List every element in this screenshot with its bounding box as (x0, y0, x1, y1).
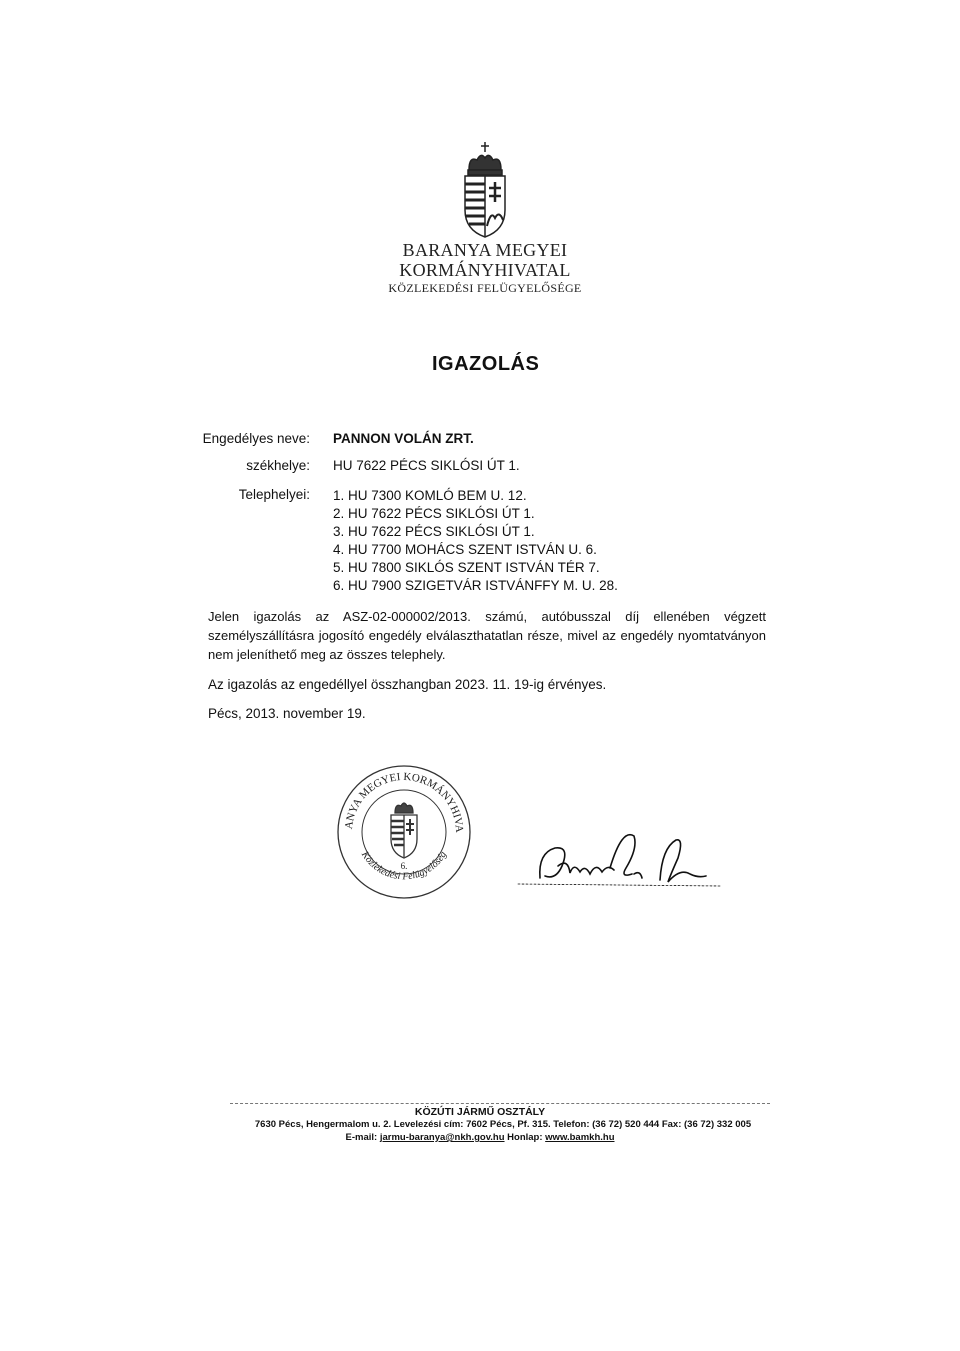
document-title: IGAZOLÁS (432, 353, 540, 375)
official-stamp (335, 763, 473, 901)
licensee-label: Engedélyes neve: (202, 431, 310, 446)
agency-line-3: KÖZLEKEDÉSI FELÜGYELŐSÉGE (388, 281, 582, 295)
stamp-number: 6. (400, 861, 408, 871)
web-link[interactable]: www.bamkh.hu (545, 1132, 615, 1143)
signature-image (510, 818, 730, 898)
footer-department: KÖZÚTI JÁRMŰ OSZTÁLY (414, 1106, 546, 1118)
svg-text:BARANYA MEGYEI KORMÁNYHIVATAL (335, 763, 465, 833)
agency-line-1: BARANYA MEGYEI (402, 240, 568, 260)
body-paragraph: Jelen igazolás az ASZ-02-000002/2013. számú, autóbusszal díj ellenében végzett személyszállításra jogosító engedély elválaszthatatlan része, mivel az engedély nyomtatványon nem jeleníthető meg az összes telephely. (208, 609, 766, 662)
stamp-crest-icon (391, 803, 417, 858)
stamp-text-top: ANYA MEGYEI KORMÁNYHIVA (342, 770, 466, 832)
coat-of-arms-icon (455, 140, 515, 240)
list-item: 2. HU 7622 PÉCS SIKLÓSI ÚT 1. (333, 506, 535, 521)
footer-contact (0, 1132, 960, 1143)
email-label: E-mail: (345, 1132, 378, 1143)
seat-label: székhelye: (246, 458, 310, 473)
validity-text: Az igazolás az engedéllyel összhangban 2023. 11. 19-ig érvényes. (208, 677, 607, 692)
footer-divider (230, 1103, 770, 1104)
stamp-text-bottom: Közlekedési Felügyelőség (358, 849, 450, 883)
list-item: 3. HU 7622 PÉCS SIKLÓSI ÚT 1. (333, 524, 535, 539)
list-item: 5. HU 7800 SIKLÓS SZENT ISTVÁN TÉR 7. (333, 560, 600, 575)
footer-address: 7630 Pécs, Hengermalom u. 2. Levelezési cím: 7602 Pécs, Pf. 315. Telefon: (36 72) 520 444 Fax: (36 72) 332 005 (254, 1119, 752, 1130)
list-item: 4. HU 7700 MOHÁCS SZENT ISTVÁN U. 6. (333, 542, 597, 557)
seat-value: HU 7622 PÉCS SIKLÓSI ÚT 1. (333, 458, 520, 473)
place-date: Pécs, 2013. november 19. (208, 706, 366, 721)
sites-label: Telephelyei: (238, 487, 310, 502)
list-item: 6. HU 7900 SZIGETVÁR ISTVÁNFFY M. U. 28. (333, 578, 618, 593)
agency-name (385, 240, 585, 296)
sites-list (333, 487, 618, 595)
agency-line-2: KORMÁNYHIVATAL (399, 260, 571, 280)
licensee-value: PANNON VOLÁN ZRT. (333, 431, 474, 446)
list-item: 1. HU 7300 KOMLÓ BEM U. 12. (333, 488, 527, 503)
email-link[interactable]: jarmu-baranya@nkh.gov.hu (379, 1132, 505, 1143)
web-label: Honlap: (507, 1132, 543, 1143)
